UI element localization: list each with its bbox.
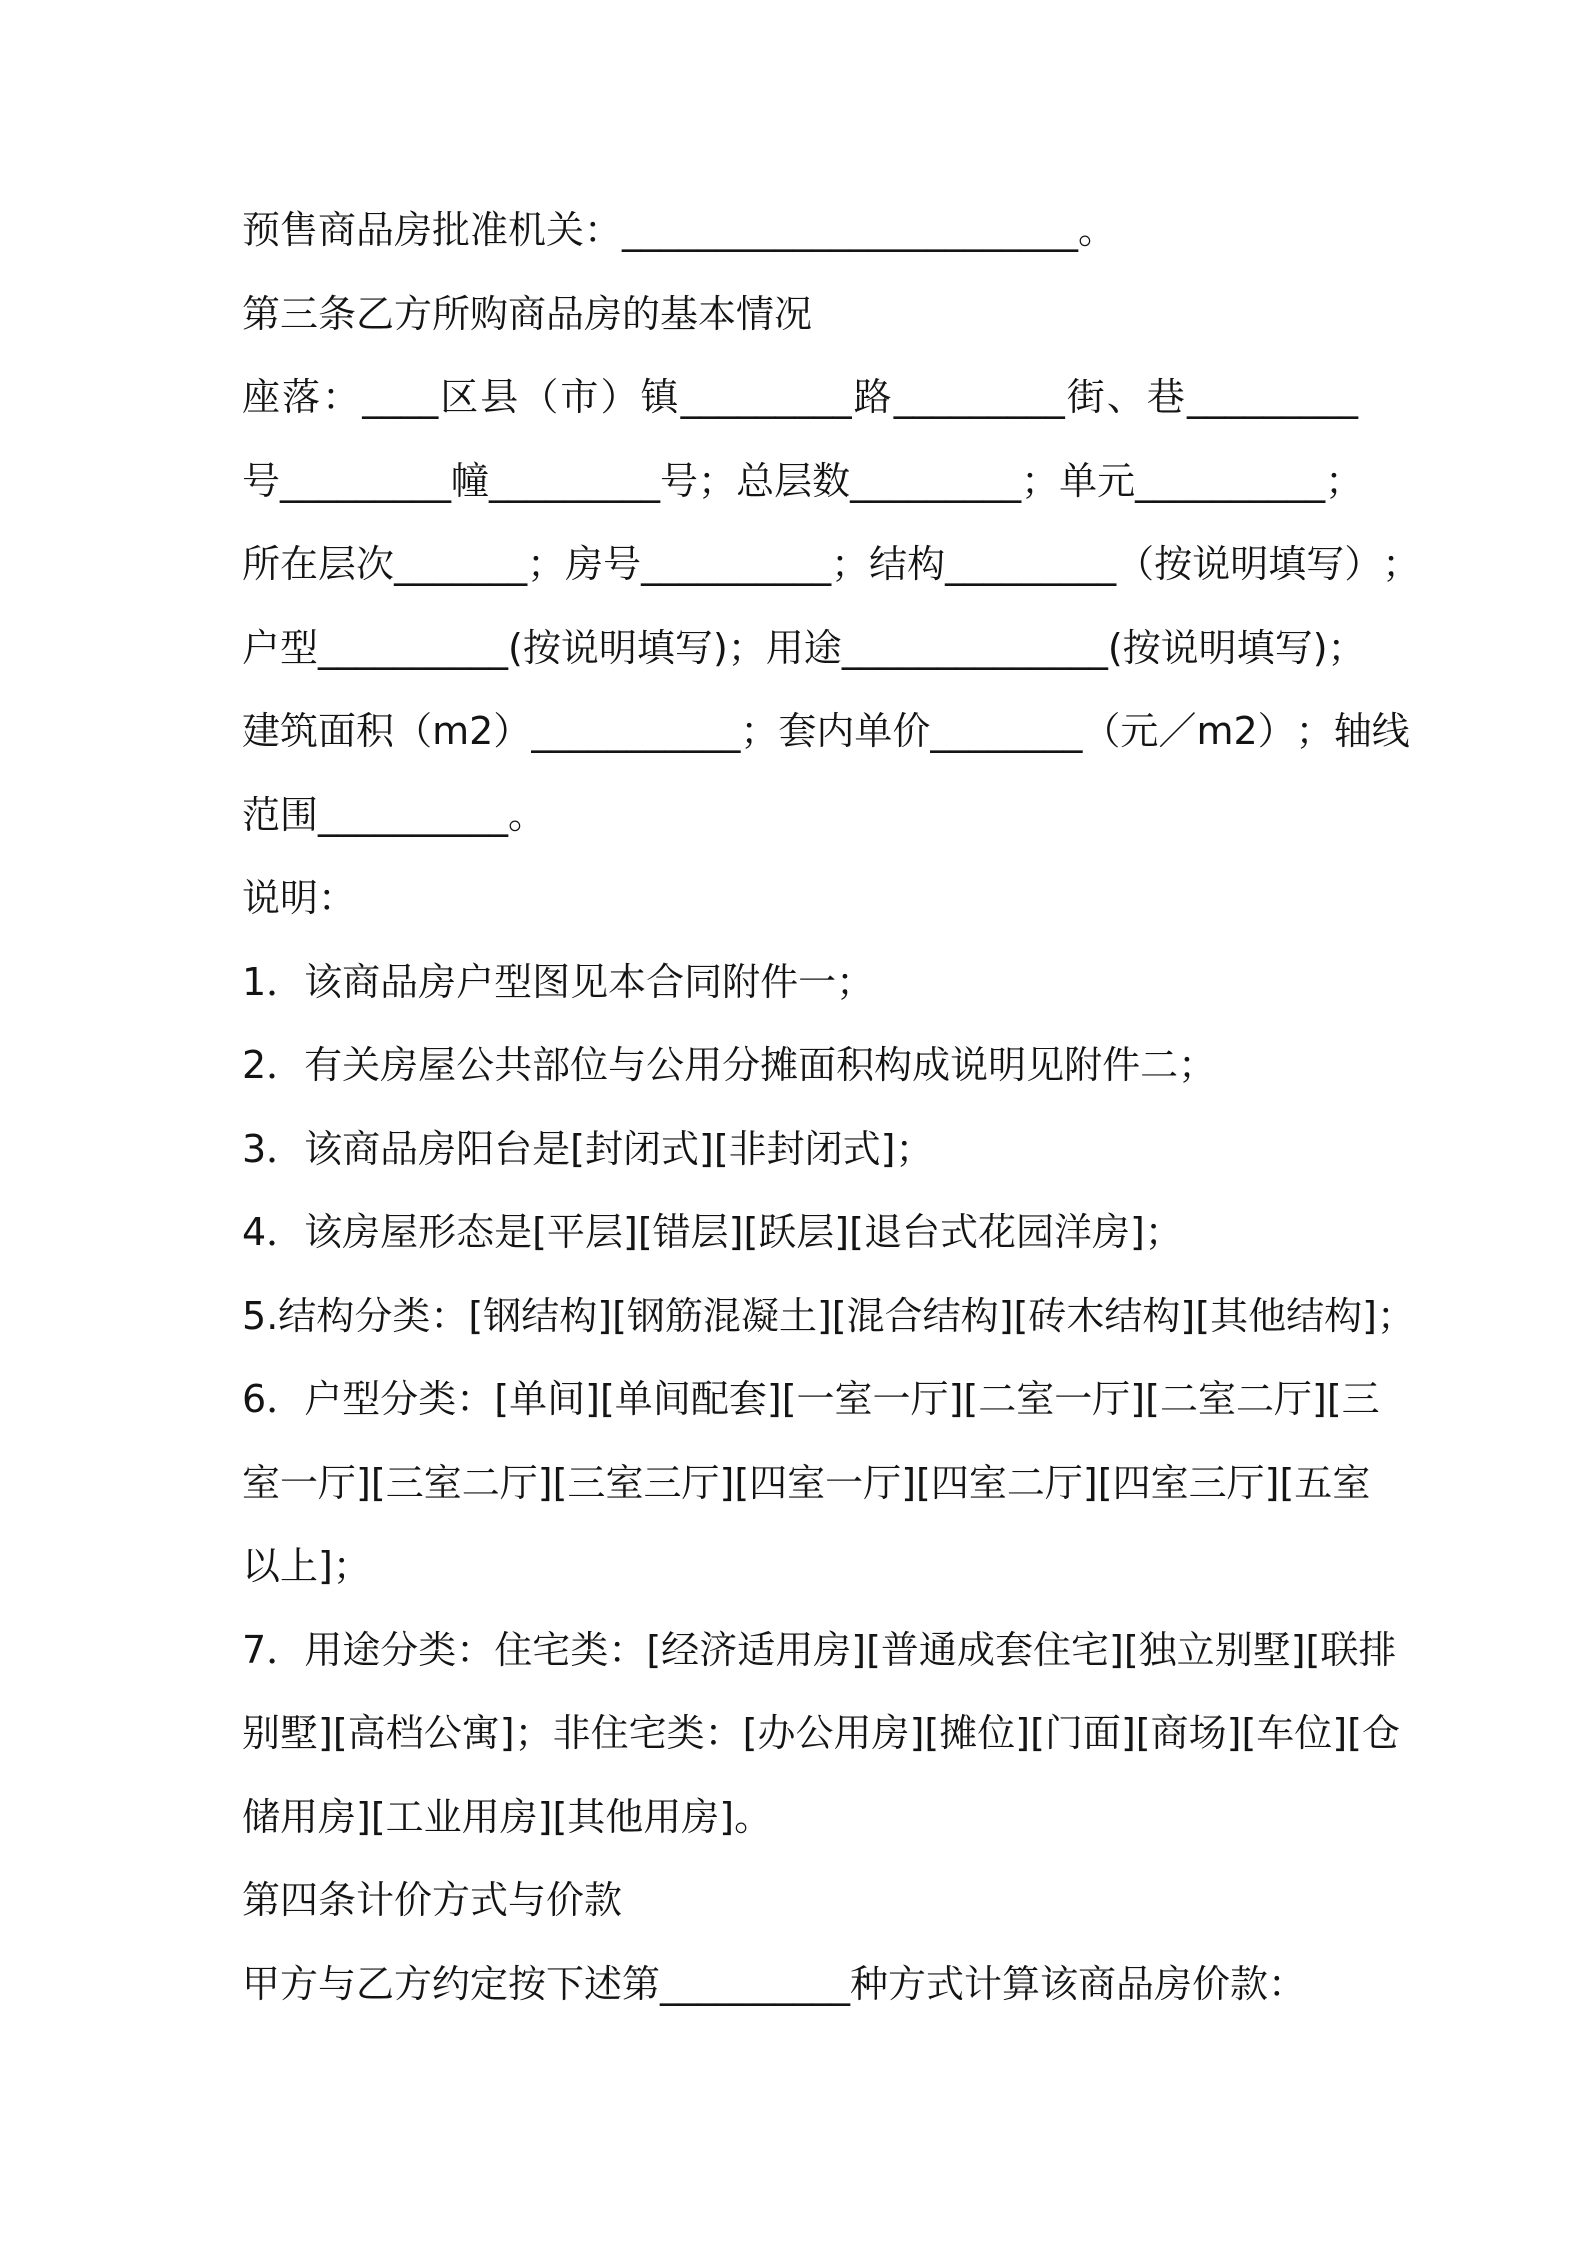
article-four-heading: 第四条计价方式与价款 [242,1878,623,1922]
note-item-4: 4．该房屋形态是[平层][错层][跃层][退台式花园洋房]； [242,1210,1183,1254]
approval-authority-line: 预售商品房批准机关：________________________。 [242,208,1117,252]
note-item-7-line-3: 储用房][工业用房][其他用房]。 [242,1795,773,1839]
note-item-2: 2．有关房屋公共部位与公用分摊面积构成说明见附件二； [242,1043,1217,1087]
floor-room-line: 所 在 层 次 _______ ； 房 号 __________ ； 结 构 _________ （ 按 说 明 填 写 ） ； [242,542,1421,586]
area-price-line: 建 筑 面 积 （ m 2 ） ___________ ； 套 内 单 价 ________ （ 元 ／ m 2 ） ； 轴 线 [242,709,1410,753]
note-item-6-line-1: 6 ． 户 型 分 类 ： [ 单 间 ] [ 单 间 配 套 ] [ 一 室 一 厅 ] [ 二 室 一 厅 ] [ 二 室 二 厅 ] [ 三 [242,1377,1380,1421]
note-item-6-line-2: 室 一 厅 ] [ 三 室 二 厅 ] [ 三 室 三 厅 ] [ 四 室 一 厅 ] [ 四 室 二 厅 ] [ 四 室 三 厅 ] [ 五 室 [242,1461,1371,1505]
axis-range-line: 范围__________。 [242,793,547,837]
note-item-5: 5 . 结 构 分 类 ： [ 钢 结 构 ] [ 钢 筋 混 凝 土 ] [ 混 合 结 构 ] [ 砖 木 结 构 ] [ 其 他 结 构 ] ； [242,1294,1415,1338]
location-line: 座 落 ： ____ 区 县 （ 市 ） 镇 _________ 路 _________ 街 、 巷 _________ [242,375,1358,419]
note-item-6-line-3: 以上]； [242,1544,371,1588]
layout-usage-line: 户 型 __________ ( 按 说 明 填 写 ) ； 用 途 ______________ ( 按 说 明 填 写 ) ； [242,626,1366,670]
note-item-3: 3．该商品房阳台是[封闭式][非封闭式]； [242,1127,934,1171]
pricing-method-line: 甲方与乙方约定按下述第__________种方式计算该商品房价款： [242,1962,1307,2006]
note-item-1: 1．该商品房户型图见本合同附件一； [242,960,875,1004]
note-item-7-line-1: 7 ． 用 途 分 类 ： 住 宅 类 ： [ 经 济 适 用 房 ] [ 普 通 成 套 住 宅 ] [ 独 立 别 墅 ] [ 联 排 [242,1628,1397,1672]
article-three-heading: 第三条乙方所购商品房的基本情况 [242,292,813,336]
notes-heading: 说明： [242,876,357,920]
building-number-line: 号 _________ 幢 _________ 号 ； 总 层 数 _________ ； 单 元 __________ ； [242,459,1364,503]
note-item-7-line-2: 别 墅 ] [ 高 档 公 寓 ] ； 非 住 宅 类 ： [ 办 公 用 房 ] [ 摊 位 ] [ 门 面 ] [ 商 场 ] [ 车 位 ] [ 仓 [242,1711,1400,1755]
